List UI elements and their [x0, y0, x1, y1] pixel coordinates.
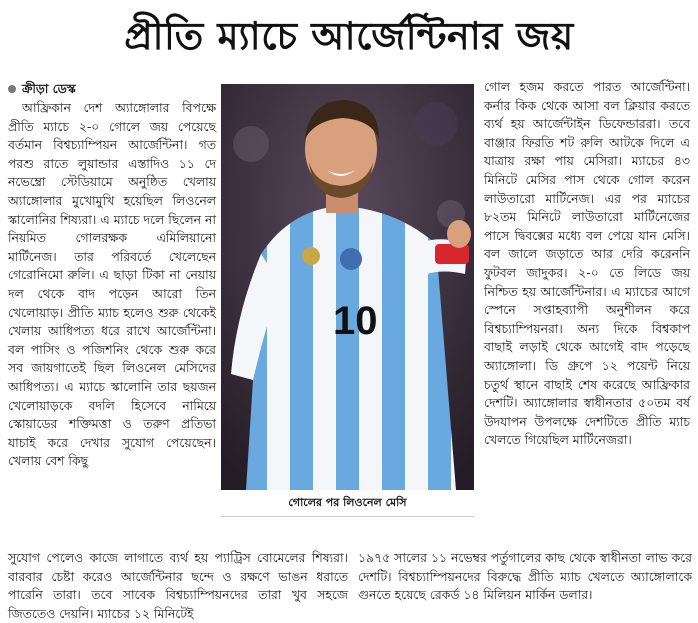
captain-armband [435, 244, 469, 264]
article-photo [221, 84, 474, 490]
bottom-left-text-block [8, 549, 348, 621]
photo-caption: গোলের পর লিওনেল মেসি [288, 496, 407, 509]
bullet-icon [8, 85, 16, 93]
byline-text: ক্রীড়া ডেস্ক [22, 80, 76, 96]
left-column [8, 80, 216, 550]
bottom-right-text: ১৯৭৫ সালের ১১ নভেম্বর পর্তুগালের কাছ থেকে স্বাধীনতা লাভ করে দেশটি। বিশ্বচ্যাম্পিয়নদের বিরুদ্ধে প্রীতি ম্যাচ খেলতে অ্যাঙ্গোলাকে গুনতে হয়েছে রেকর্ড ১৪ মিলিয়ন মার্কিন ডলার। [358, 550, 692, 603]
byline [8, 80, 216, 98]
bottom-right-text-block [358, 549, 692, 611]
right-column-text: গোল হজম করতে পারত আর্জেন্টিনা। কর্নার কিক থেকে আসা বল ক্লিয়ার করতে ব্যর্থ হয় আর্জেন্টাইন ডিফেন্ডাররা। তবে বাঞ্জার ফিরতি শট রুলি আটকে দিলে এ যাত্রায় রক্ষা পায় মেসিরা। ম্যাচের ৪৩ মিনিটে মেসির পাস থেকে গোল করেন লাউতারো মার্টিনেজ। এর পর ম্যাচের ৮২তম মিনিটে লাউতারো মার্টিনেজের পাসে দ্বিবক্সের মধ্যে বল পেয়ে যান মেসি। বল জালে জড়াতে আর দেরি করেননি ফুটবল জাদুকর। ২-০ তে লিডে জয় নিশ্চিত হয় আর্জেন্টিনার। এ ম্যাচের আগে স্পেনে সপ্তাহব্যাপী অনুশীলন করে বিশ্বচ্যাম্পিয়নরা। অন্য দিকে বিশ্বকাপ বাছাই লড়াই থেকে আগেই বাদ পড়েছে অ্যাঙ্গোলা। ডি গ্রুপে ১২ পয়েন্ট নিয়ে চতুর্থ স্থানে বাছাই শেষ করেছে আফ্রিকার দেশটি। অ্যাঙ্গোলার স্বাধীনতার ৫০তম বর্ষ উদযাপন উপলক্ষে দেশটিতে প্রীতি ম্যাচ খেলতে গিয়েছিল মার্টিনেজরা। [484, 79, 690, 448]
left-column-text: আফ্রিকান দেশ অ্যাঙ্গোলার বিপক্ষে প্রীতি ম্যাচে ২-০ গোলে জয় পেয়েছে বর্তমান বিশ্বচ্যাম্পিয়ন আর্জেন্টিনা। গত পরশু রাতে লুয়ান্ডার এস্তাদিও ১১ দে নভেম্ব্রো স্টেডিয়ামে অনুষ্ঠিত খেলায় অ্যাঙ্গোলার মুখোমুখি হয়েছিল লিওনেল স্কালোনির শিষ্যরা। এ ম্যাচে দলে ছিলেন না নিয়মিত গোলরক্ষক এমিলিয়ানো মার্টিনেজ। তার পরিবর্তে খেলেছেন গেরোনিমো রুলি। এ ছাড়া টিকা না নেয়ায় দল থেকে বাদ পড়েন আরো তিন খেলোয়াড়। প্রীতি ম্যাচ হলেও শুরু থেকেই খেলায় আধিপত্য ধরে রাখে আর্জেন্টিনা। বল পাসিং ও পজিশনিং থেকে শুরু করে সব জায়গাতেই ছিল লিওনেল মেসিদের আধিপত্য। এ ম্যাচে স্কালোনি তার ছয়জন খেলোয়াড়কে বদলি হিসেবে নামিয়ে স্কোয়াডের শক্তিমত্তা ও তরুণ প্রতিভা যাচাই করে দেখার সুযোগ পেয়েছেন। খেলায় বেশ কিছু [8, 100, 216, 469]
bottom-left-text: সুযোগ পেলেও কাজে লাগাতে ব্যর্থ হয় প্যাট্রিস বোমেলের শিষ্যরা। বারবার চেষ্টা করেও আর্জেন্টিনার ছন্দে ও রক্ষণে ভাঙন ধরাতে পারেনি তারা। তবে সাবেক বিশ্বচ্যাম্পিয়নদের তারা খুব সহজে জিততেও দেয়নি। ম্যাচের ১২ মিনিটেই [8, 550, 348, 621]
messi-photo-illustration [221, 84, 474, 490]
article-headline: প্রীতি ম্যাচে আর্জেন্টিনার জয় [124, 14, 574, 58]
right-column [484, 78, 690, 560]
caption-divider [221, 516, 474, 517]
jersey-number: 10 [333, 299, 378, 343]
